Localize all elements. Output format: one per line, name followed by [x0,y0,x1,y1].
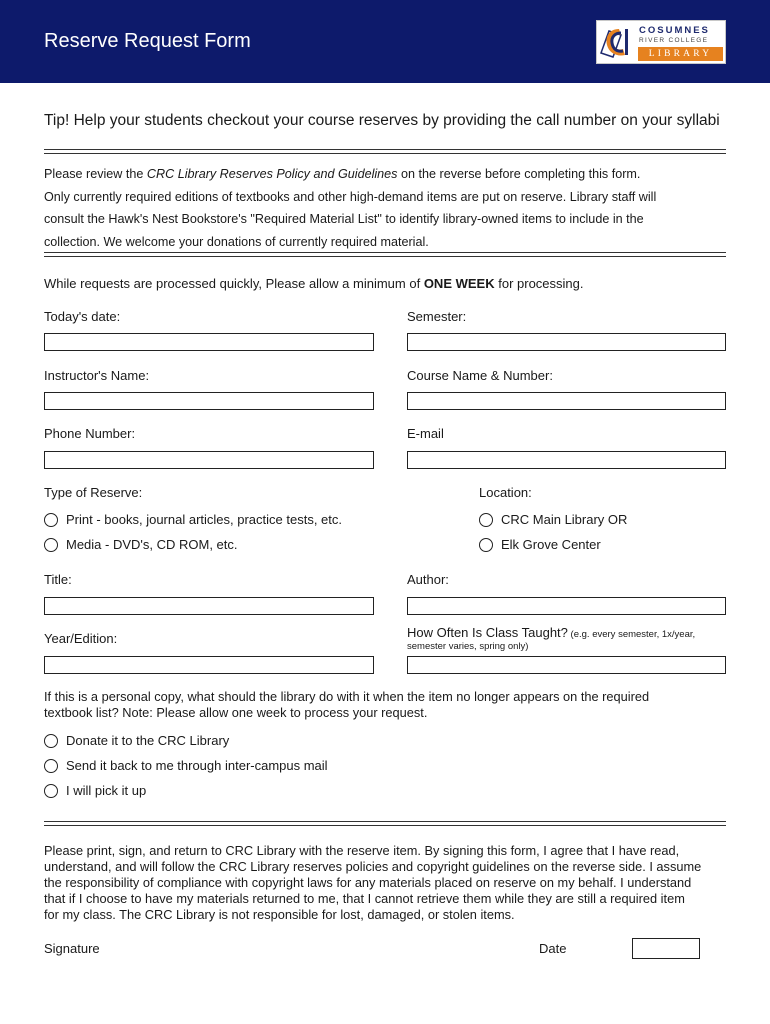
intro-line-3: consult the Hawk's Nest Bookstore's "Required Material List" to identify library-owned items to include in the [44,212,644,226]
type-of-reserve-label: Type of Reserve: [44,485,143,500]
instructor-name-label: Instructor's Name: [44,368,150,383]
intro-line-1-end: on the reverse before completing this form. [397,167,641,181]
divider [44,252,726,257]
reserve-media-radio[interactable] [44,538,58,552]
form-title: Reserve Request Form [44,30,251,52]
personal-copy-question-line-2: textbook list? Note: Please allow one week to process your request. [44,705,428,720]
phone-label: Phone Number: [44,426,136,441]
pick-up-label: I will pick it up [66,783,147,798]
book-c-logo-icon [599,23,637,61]
author-label: Author: [407,572,449,587]
processing-note [44,276,583,292]
donate-radio[interactable] [44,734,58,748]
reserve-print-label: Print - books, journal articles, practice tests, etc. [66,512,342,527]
form-header [0,0,770,83]
how-often-hint-2: semester varies, spring only) [407,641,529,652]
semester-field[interactable] [407,333,726,351]
logo-line-1: COSUMNES [639,25,710,36]
agreement-line: understand, and will follow the CRC Library reserves policies and copyright guidelines on the reverse side. I assume [44,859,702,874]
todays-date-field[interactable] [44,333,374,351]
date-label: Date [539,941,567,956]
policy-reference: CRC Library Reserves Policy and Guidelines [146,167,398,181]
title-label: Title: [44,572,72,587]
course-label: Course Name & Number: [407,368,553,383]
how-often-hint-1: (e.g. every semester, 1x/year, [567,629,696,640]
how-often-question: How Often Is Class Taught? [407,625,568,640]
divider [44,821,726,826]
reserve-media-label: Media - DVD's, CD ROM, etc. [66,537,238,552]
year-edition-field[interactable] [44,656,374,674]
instructor-name-field[interactable] [44,392,374,410]
agreement-line: for my class. The CRC Library is not responsible for lost, damaged, or stolen items. [44,907,515,922]
pick-up-radio[interactable] [44,784,58,798]
signature-label: Signature [44,941,100,956]
semester-label: Semester: [407,309,467,324]
tip-text: Tip! Help your students checkout your course reserves by providing the call number on your syllabi [44,112,720,129]
intro-text [44,163,734,253]
logo-line-2: RIVER COLLEGE [639,37,709,44]
location-main-library-radio[interactable] [479,513,493,527]
college-logo [596,20,726,64]
divider [44,149,726,154]
phone-field[interactable] [44,451,374,469]
intro-line-1-start: Please review the [44,167,147,181]
processing-note-end: for processing. [494,276,584,291]
location-label: Location: [479,485,532,500]
donate-label: Donate it to the CRC Library [66,733,230,748]
processing-time: ONE WEEK [423,276,495,291]
send-back-radio[interactable] [44,759,58,773]
course-field[interactable] [407,392,726,410]
title-field[interactable] [44,597,374,615]
location-elk-grove-label: Elk Grove Center [501,537,601,552]
intro-line-4: collection. We welcome your donations of currently required material. [44,234,429,249]
email-field[interactable] [407,451,726,469]
processing-note-start: While requests are processed quickly, Please allow a minimum of [44,276,424,291]
location-main-library-label: CRC Main Library OR [501,512,628,527]
location-elk-grove-radio[interactable] [479,538,493,552]
agreement-text [44,843,734,923]
author-field[interactable] [407,597,726,615]
todays-date-label: Today's date: [44,309,121,324]
personal-copy-question-line-1: If this is a personal copy, what should the library do with it when the item no longer appears on the required [44,689,650,704]
year-edition-label: Year/Edition: [44,631,118,646]
email-label: E-mail [407,426,444,441]
intro-line-1 [44,163,734,186]
send-back-label: Send it back to me through inter-campus mail [66,758,328,773]
how-often-field[interactable] [407,656,726,674]
agreement-line: the responsibility of compliance with copyright laws for any materials placed on reserve on my behalf. I understand [44,875,692,890]
agreement-line: Please print, sign, and return to CRC Library with the reserve item. By signing this form, I agree that I have read, [44,843,680,858]
intro-line-2: Only currently required editions of textbooks and other high-demand items are put on reserve. Library staff will [44,189,657,204]
personal-copy-question [44,689,734,721]
logo-line-3: LIBRARY [638,47,723,61]
reserve-print-radio[interactable] [44,513,58,527]
agreement-line: that if I choose to have my materials returned to me, that I cannot retrieve them while they are still a required item [44,891,685,906]
date-field[interactable] [632,938,700,959]
